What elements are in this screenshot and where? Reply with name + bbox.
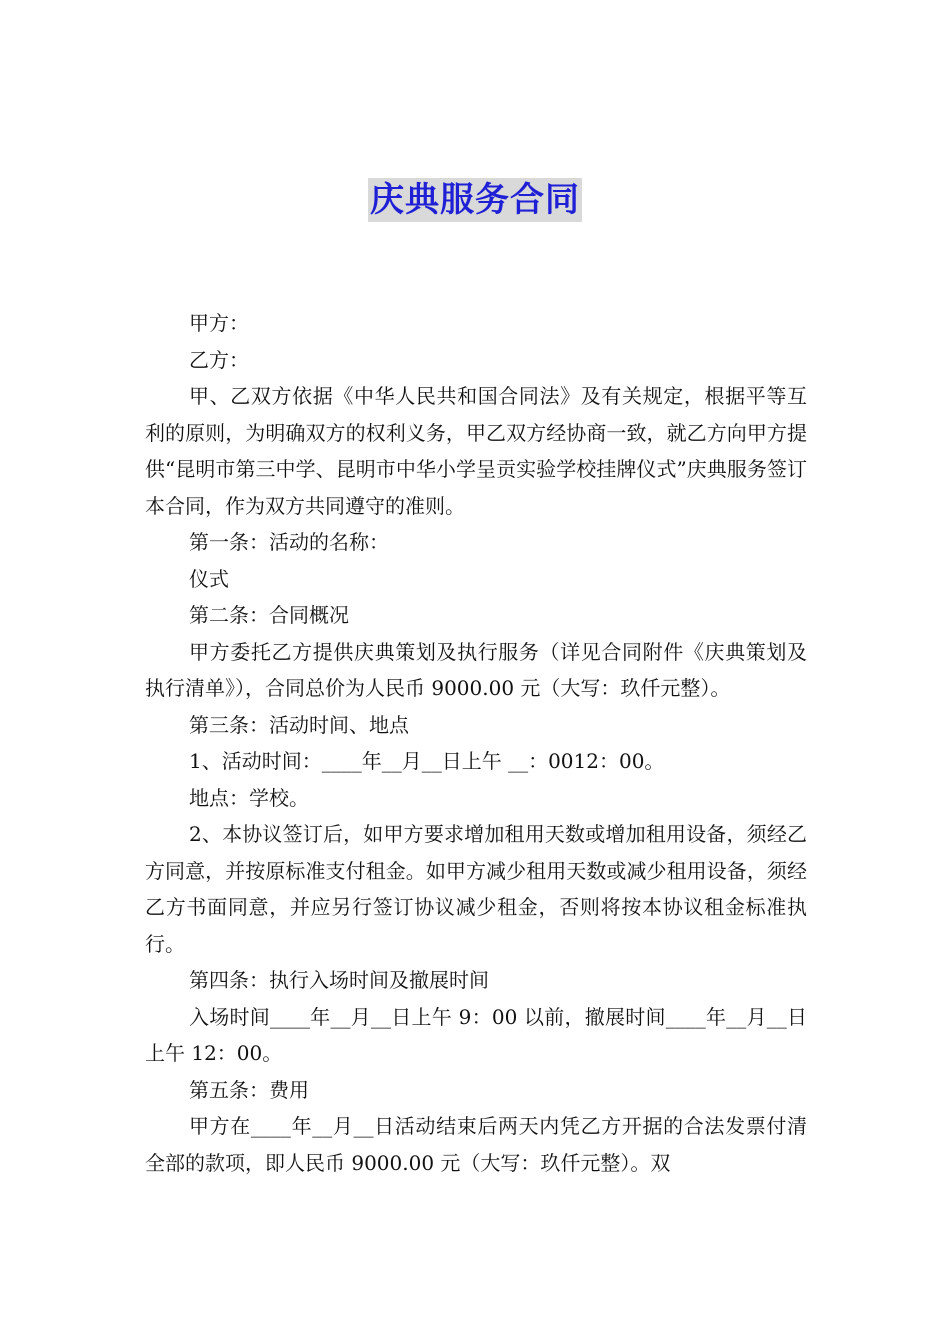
preamble-paragraph: 甲、乙双方依据《中华人民共和国合同法》及有关规定，根据平等互利的原则，为明确双方的权利义务，甲乙双方经协商一致，就乙方向甲方提供“昆明市第三中学、昆明市中华小学呈贡实验学校挂牌仪式”庆典服务签订本合同，作为双方共同遵守的准则。: [145, 384, 807, 518]
article-4-content: 入场时间____年__月__日上午 9：00 以前，撤展时间____年__月__日上午 12：00。: [145, 1004, 807, 1065]
article-2-content: 甲方委托乙方提供庆典策划及执行服务（详见合同附件《庆典策划及执行清单》），合同总价为人民币 9000.00 元（大写：玖仟元整）。: [145, 639, 807, 700]
article-5-content: 甲方在____年__月__日活动结束后两天内凭乙方开据的合法发票付清全部的款项，即人民币 9000.00 元（大写：玖仟元整）。双: [145, 1114, 807, 1175]
contract-body: [145, 305, 807, 1181]
title-container: [0, 178, 950, 222]
article-2-heading: 第二条：合同概况: [189, 603, 349, 627]
article-1-content: 仪式: [189, 566, 229, 591]
party-a-line: 甲方：: [189, 311, 249, 335]
party-b-line: 乙方：: [189, 347, 249, 372]
article-4-heading: 第四条：执行入场时间及撤展时间: [189, 968, 489, 992]
article-5-heading: 第五条：费用: [189, 1077, 309, 1102]
article-3-clause-2: 2、本协议签订后，如甲方要求增加租用天数或增加租用设备，须经乙方同意，并按原标准支付租金。如甲方减少租用天数或减少租用设备，须经乙方书面同意，并应另行签订协议减少租金，否则将按本协议租金标准执行。: [145, 822, 807, 956]
article-3-location: 地点：学校。: [189, 785, 309, 810]
document-title: 庆典服务合同: [370, 180, 580, 220]
article-1-heading: 第一条：活动的名称：: [189, 530, 389, 554]
article-3-time: 1、活动时间：____年__月__日上午 __：0012：00。: [189, 749, 665, 773]
article-3-heading: 第三条：活动时间、地点: [189, 712, 409, 737]
